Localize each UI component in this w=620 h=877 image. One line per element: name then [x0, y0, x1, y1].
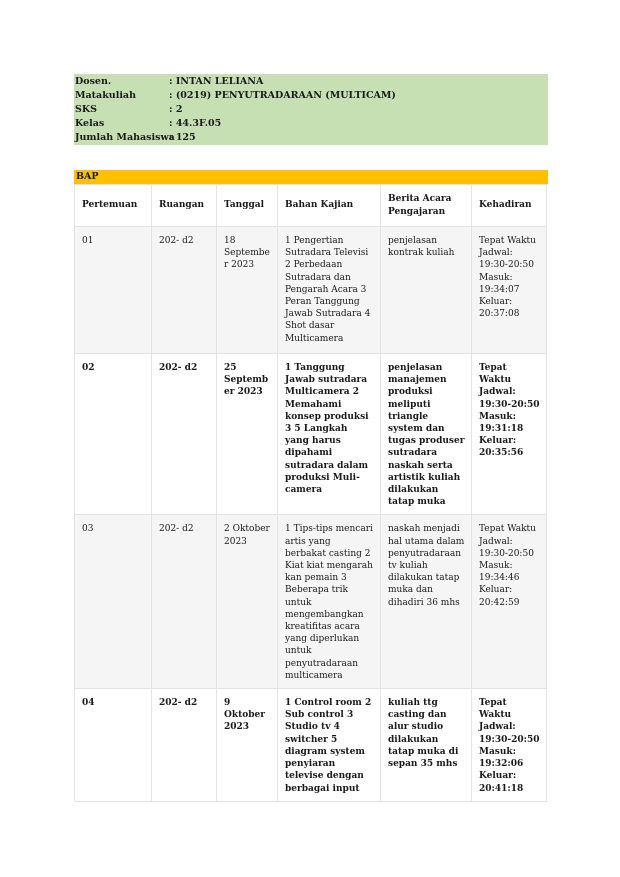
column-header-tanggal: Tanggal	[217, 185, 278, 227]
kehadiran-jadwal-label: Jadwal:	[479, 248, 513, 259]
info-label: Dosen.	[75, 76, 112, 87]
kehadiran-masuk-value: 19:34:46	[479, 573, 520, 584]
column-header-ruangan: Ruangan	[152, 185, 217, 227]
kehadiran-keluar-value: 20:37:08	[479, 309, 520, 320]
info-row-matakuliah	[74, 89, 548, 103]
cell-bahan-kajian: 1 Control room 2 Sub control 3 Studio tv 4 switcher 5 diagram system penyiaran televise dengan berbagai input	[278, 689, 381, 802]
cell-berita-acara: kuliah ttg casting dan alur studio dilakukan tatap muka di sepan 35 mhs	[381, 689, 472, 802]
cell-bahan-kajian: 1 Pengertian Sutradara Televisi 2 Perbedaan Sutradara dan Pengarah Acara 3 Peran Tanggung Jawab Sutradara 4 Shot dasar Multicamera	[278, 227, 381, 354]
table-header-row	[75, 185, 547, 227]
kehadiran-jadwal-value: 19:30-20:50	[479, 399, 540, 410]
kehadiran-jadwal-label: Jadwal:	[479, 536, 513, 547]
bap-section-title: BAP	[74, 170, 548, 184]
cell-ruangan: 202- d2	[152, 515, 217, 689]
kehadiran-jadwal-value: 19:30-20:50	[479, 548, 534, 559]
kehadiran-masuk-label: Masuk:	[479, 746, 516, 757]
cell-ruangan: 202- d2	[152, 354, 217, 515]
kehadiran-status: Tepat Waktu	[479, 698, 512, 721]
table-row	[75, 227, 547, 354]
info-row-dosen	[74, 75, 548, 89]
kehadiran-jadwal-value: 19:30-20:50	[479, 260, 534, 271]
cell-bahan-kajian: 1 Tanggung Jawab sutradara Multicamera 2 Memahami konsep produksi 3 5 Langkah yang harus dipahami sutradara dalam produksi Muli-camera	[278, 354, 381, 515]
cell-tanggal: 9 Oktober 2023	[217, 689, 278, 802]
kehadiran-jadwal-label: Jadwal:	[479, 387, 516, 398]
info-label: Kelas	[75, 118, 105, 129]
info-label: Matakuliah	[75, 90, 136, 101]
info-value: : 2	[169, 104, 183, 115]
column-header-kehadiran: Kehadiran	[472, 185, 547, 227]
cell-kehadiran	[472, 689, 547, 802]
kehadiran-keluar-label: Keluar:	[479, 585, 513, 596]
cell-kehadiran	[472, 515, 547, 689]
course-info-panel	[74, 74, 548, 145]
info-value: : 125	[169, 132, 196, 143]
kehadiran-keluar-label: Keluar:	[479, 297, 513, 308]
kehadiran-keluar-label: Keluar:	[479, 771, 517, 782]
column-header-bahan-kajian: Bahan Kajian	[278, 185, 381, 227]
info-row-jumlah-mahasiswa	[74, 131, 548, 145]
cell-tanggal: 2 Oktober 2023	[217, 515, 278, 689]
info-value: : INTAN LELIANA	[169, 76, 264, 87]
cell-kehadiran	[472, 354, 547, 515]
kehadiran-status: Tepat Waktu	[479, 236, 536, 246]
kehadiran-masuk-label: Masuk:	[479, 411, 516, 422]
cell-pertemuan: 03	[75, 515, 152, 689]
table-row	[75, 354, 547, 515]
info-label: SKS	[75, 104, 97, 115]
kehadiran-keluar-label: Keluar:	[479, 436, 517, 447]
cell-berita-acara: naskah menjadi hal utama dalam penyutradaraan tv kuliah dilakukan tatap muka dan dihadiri 36 mhs	[381, 515, 472, 689]
kehadiran-jadwal-label: Jadwal:	[479, 722, 516, 733]
kehadiran-keluar-value: 20:42:59	[479, 597, 520, 608]
cell-bahan-kajian: 1 Tips-tips mencari artis yang berbakat casting 2 Kiat kiat mengarah kan pemain 3 Beberapa trik untuk mengembangkan kreatifitas acara yang diperlukan untuk penyutradaraan multicamera	[278, 515, 381, 689]
info-row-kelas	[74, 117, 548, 131]
kehadiran-masuk-value: 19:31:18	[479, 424, 524, 435]
cell-tanggal: 18 September 2023	[217, 227, 278, 354]
column-header-pertemuan: Pertemuan	[75, 185, 152, 227]
cell-ruangan: 202- d2	[152, 689, 217, 802]
table-row	[75, 515, 547, 689]
kehadiran-masuk-value: 19:34:07	[479, 284, 520, 295]
kehadiran-status: Tepat Waktu	[479, 363, 512, 386]
cell-berita-acara: penjelasan kontrak kuliah	[381, 227, 472, 354]
info-value: : (0219) PENYUTRADARAAN (MULTICAM)	[169, 90, 396, 101]
kehadiran-keluar-value: 20:35:56	[479, 448, 524, 459]
cell-berita-acara: penjelasan manajemen produksi meliputi triangle system dan tugas produser sutradara naskah serta artistik kuliah dilakukan tatap muka	[381, 354, 472, 515]
kehadiran-masuk-label: Masuk:	[479, 272, 513, 283]
bap-table	[74, 184, 547, 802]
kehadiran-jadwal-value: 19:30-20:50	[479, 734, 540, 745]
info-value: : 44.3F.05	[169, 118, 222, 129]
info-label: Jumlah Mahasiswa	[75, 132, 175, 143]
info-row-sks	[74, 103, 548, 117]
cell-ruangan: 202- d2	[152, 227, 217, 354]
cell-pertemuan: 02	[75, 354, 152, 515]
kehadiran-masuk-value: 19:32:06	[479, 759, 524, 770]
table-row	[75, 689, 547, 802]
kehadiran-masuk-label: Masuk:	[479, 561, 513, 572]
column-header-berita-acara: Berita Acara Pengajaran	[381, 185, 472, 227]
kehadiran-keluar-value: 20:41:18	[479, 783, 524, 794]
cell-pertemuan: 01	[75, 227, 152, 354]
cell-kehadiran	[472, 227, 547, 354]
cell-pertemuan: 04	[75, 689, 152, 802]
kehadiran-status: Tepat Waktu	[479, 524, 536, 535]
cell-tanggal: 25 September 2023	[217, 354, 278, 515]
